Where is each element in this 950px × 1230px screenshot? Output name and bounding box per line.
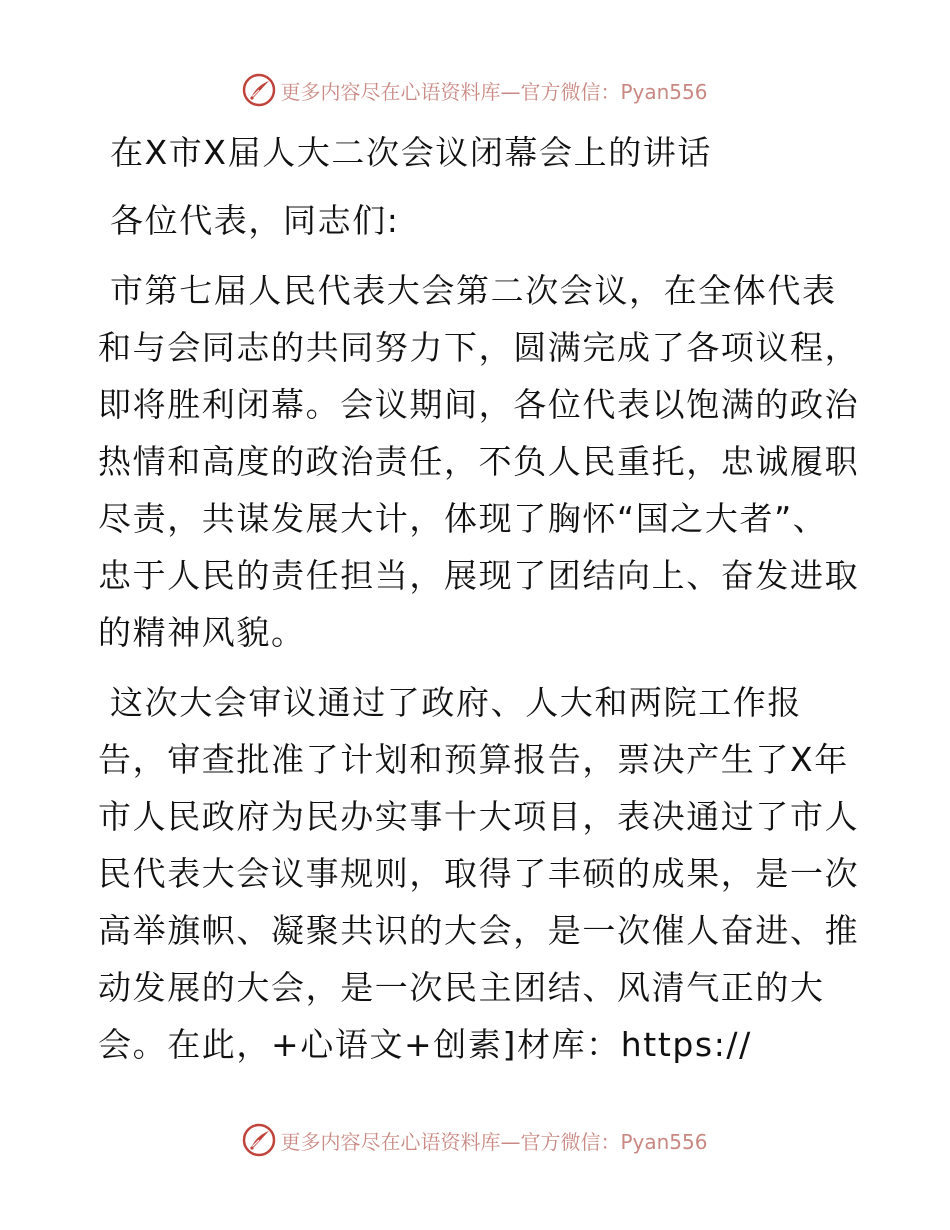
paragraph-line: 市第七届人民代表大会第二次会议，在全体代表 (110, 271, 837, 310)
paragraph-line: 民代表大会议事规则，取得了丰硕的成果，是一次 (98, 854, 860, 893)
watermark-text: 更多内容尽在心语资料库—官方微信：Pyan556 (280, 79, 708, 104)
paragraph-line: 即将胜利闭幕。会议期间，各位代表以饱满的政治 (98, 385, 860, 424)
paragraph-line: 高举旗帜、凝聚共识的大会，是一次催人奋进、推 (98, 911, 860, 950)
document-body (98, 124, 858, 1073)
paragraph-1 (98, 262, 858, 661)
paragraph-line: 热情和高度的政治责任，不负人民重托，忠诚履职 (98, 442, 860, 481)
paragraph-line: 市人民政府为民办实事十大项目，表决通过了市人 (98, 797, 860, 836)
footer-watermark (0, 1120, 950, 1160)
paragraph-line: 尽责，共谋发展大计，体现了胸怀“国之大者”、 (98, 499, 828, 538)
header-watermark (0, 70, 950, 110)
watermark-text: 更多内容尽在心语资料库—官方微信：Pyan556 (280, 1129, 708, 1154)
feather-logo-icon (242, 1123, 276, 1157)
paragraph-line: 会。在此，+心语文+创素]材库：https:// (98, 1025, 752, 1064)
paragraph-line: 动发展的大会，是一次民主团结、风清气正的大 (98, 968, 825, 1007)
paragraph-line: 的精神风貌。 (98, 613, 306, 652)
paragraph-line: 告，审查批准了计划和预算报告，票决产生了X年 (98, 740, 849, 779)
paragraph-2 (98, 674, 858, 1073)
paragraph-line: 这次大会审议通过了政府、人大和两院工作报 (110, 683, 802, 722)
paragraph-line: 和与会同志的共同努力下，圆满完成了各项议程， (98, 328, 860, 367)
feather-logo-icon (242, 73, 276, 107)
paragraph-line: 忠于人民的责任担当，展现了团结向上、奋发进取 (98, 556, 860, 595)
document-title: 在X市X届人大二次会议闭幕会上的讲话 (110, 133, 713, 172)
salutation: 各位代表，同志们: (110, 201, 400, 240)
